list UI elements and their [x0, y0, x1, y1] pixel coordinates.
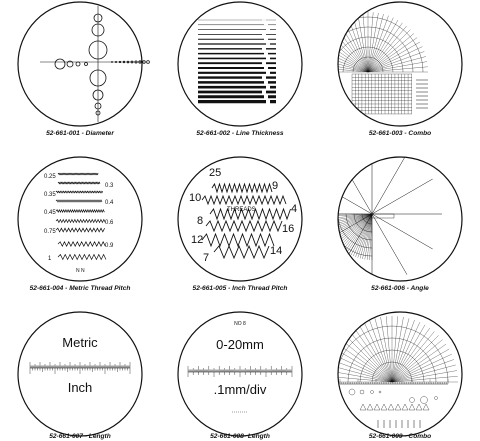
caption-length-metric-inch: 52-661-007 - Length	[49, 433, 111, 440]
reticle-inch-thread-pitch	[178, 157, 302, 281]
reticle-combo	[308, 2, 462, 126]
scale-division: .1mm/div	[213, 382, 267, 397]
caption-combo-2: 52-661-009 - Combo	[368, 433, 432, 440]
caption-line-thickness: 52-661-002 - Line Thickness	[196, 130, 284, 137]
reticle-length-metric-inch	[18, 312, 142, 436]
combo-circle	[333, 103, 336, 106]
reticle-tag: NO 8	[234, 321, 246, 327]
reticle-metric-thread-pitch	[18, 157, 142, 281]
scale-label-metric: Metric	[62, 335, 98, 350]
tpi-number: 12	[191, 234, 204, 246]
tpi-number: 14	[270, 245, 283, 257]
reticle-angle	[302, 144, 462, 284]
diameter-dot	[143, 61, 146, 64]
tpi-number: 8	[197, 215, 204, 227]
tpi-number: 25	[209, 167, 222, 179]
reticle-diameter	[18, 2, 149, 126]
combo-circle	[328, 94, 332, 98]
caption-diameter: 52-661-001 - Diameter	[46, 130, 114, 137]
reticle-length-20mm	[178, 312, 302, 436]
pitch-marker: N N	[76, 268, 85, 274]
reticle-line-thickness	[178, 2, 302, 126]
pitch-label: 0.4	[105, 200, 114, 206]
pitch-label: 0.45	[44, 210, 56, 216]
diameter-dot	[147, 61, 150, 64]
tpi-number: 7	[203, 252, 210, 264]
reticle-combo-2	[326, 312, 462, 436]
caption-angle: 52-661-006 - Angle	[371, 285, 429, 292]
scale-label-inch: Inch	[67, 380, 93, 395]
tpi-number: 9	[272, 180, 279, 192]
pitch-label: 0.35	[44, 192, 56, 198]
caption-metric-thread-pitch: 52-661-004 - Metric Thread Pitch	[29, 285, 131, 292]
pitch-label: 0.3	[105, 183, 114, 189]
caption-combo: 52-661-003 - Combo	[368, 130, 432, 137]
caption-inch-thread-pitch: 52-661-005 - Inch Thread Pitch	[192, 285, 288, 292]
pitch-label: 0.6	[105, 220, 114, 226]
threads-word: THREADS	[227, 207, 256, 213]
tpi-number: 10	[189, 192, 202, 204]
combo-circle	[323, 85, 329, 91]
scale-range: 0-20mm	[216, 337, 264, 352]
reticle-circle	[18, 157, 142, 281]
caption-length-20mm: 52-661-008- Length	[210, 433, 270, 440]
pitch-label: 1	[48, 256, 52, 262]
tpi-number: 16	[282, 223, 295, 235]
pitch-label: 0.25	[44, 174, 56, 180]
pitch-label: 0.75	[44, 229, 56, 235]
combo-circle	[322, 100, 330, 108]
tpi-number: 4	[291, 203, 298, 215]
pitch-label: 0.9	[105, 243, 114, 249]
